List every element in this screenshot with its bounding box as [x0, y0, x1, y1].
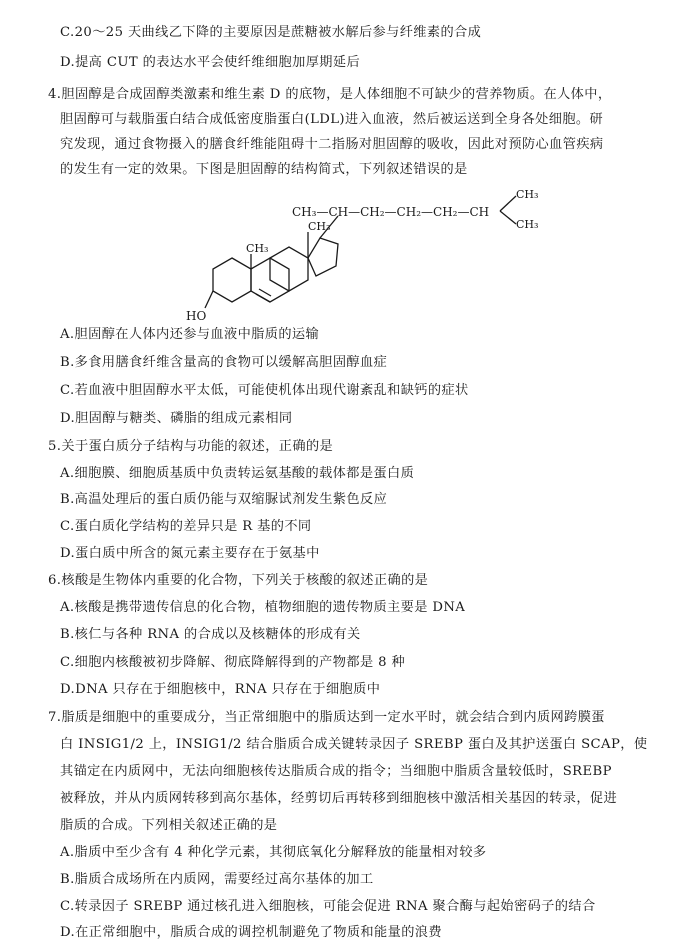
structure-ch3-mid: CH₃ [308, 220, 331, 233]
q4-stem-line-2: 胆固醇可与载脂蛋白结合成低密度脂蛋白(LDL)进入血液，然后被运送到全身各处细胞。研 [60, 112, 604, 127]
q7-stem-line-4: 被释放，并从内质网转移到高尔基体，经剪切后再转移到细胞核中激活相关基因的转录，促进 [60, 791, 618, 806]
q7-option-a: A.脂质中至少含有 4 种化学元素，其彻底氧化分解释放的能量相对较多 [60, 845, 487, 860]
q3-option-c: C.20～25 天曲线乙下降的主要原因是蔗糖被水解后参与纤维素的合成 [60, 25, 482, 40]
q4-option-b: B.多食用膳食纤维含量高的食物可以缓解高胆固醇血症 [60, 355, 388, 370]
q5-option-a: A.细胞膜、细胞质基质中负责转运氨基酸的载体都是蛋白质 [60, 466, 415, 481]
structure-ch3-top: CH₃ [516, 188, 539, 201]
q4-stem-line-4: 的发生有一定的效果。下图是胆固醇的结构简式，下列叙述错误的是 [60, 162, 468, 177]
structure-ch3-ring: CH₃ [246, 242, 269, 255]
structure-side-chain: CH₃—CH—CH₂—CH₂—CH₂—CH [292, 205, 490, 219]
q7-stem-line-5: 脂质的合成。下列相关叙述正确的是 [60, 818, 278, 833]
q3-option-d: D.提高 CUT 的表达水平会使纤维细胞加厚期延后 [60, 55, 361, 70]
q5-option-c: C.蛋白质化学结构的差异只是 R 基的不同 [60, 519, 312, 534]
q4-stem-line-1: 4.胆固醇是合成固醇类激素和维生素 D 的底物，是人体细胞不可缺少的营养物质。在人体中， [48, 87, 612, 102]
q7-option-b: B.脂质合成场所在内质网，需要经过高尔基体的加工 [60, 872, 374, 887]
q7-stem-line-3: 其锚定在内质网中，无法向细胞核传达脂质合成的指令；当细胞中脂质含量较低时，SREBP [60, 764, 612, 779]
q6-option-c: C.细胞内核酸被初步降解、彻底降解得到的产物都是 8 种 [60, 655, 406, 670]
q4-option-d: D.胆固醇与糖类、磷脂的组成元素相同 [60, 411, 293, 426]
q6-option-a: A.核酸是携带遗传信息的化合物，植物细胞的遗传物质主要是 DNA [60, 600, 466, 615]
q4-option-c: C.若血液中胆固醇水平太低，可能使机体出现代谢紊乱和缺钙的症状 [60, 383, 469, 398]
structure-ho: HO [186, 309, 207, 323]
structure-ch3-bottom: CH₃ [516, 218, 539, 231]
q7-stem-line-2: 白 INSIG1/2 上，INSIG1/2 结合脂质合成关键转录因子 SREBP 蛋白及其护送蛋白 SCAP，使 [60, 737, 648, 752]
q6-option-b: B.核仁与各种 RNA 的合成以及核糖体的形成有关 [60, 627, 361, 642]
cholesterol-structure-diagram [0, 180, 692, 330]
q7-option-d: D.在正常细胞中，脂质合成的调控机制避免了物质和能量的浪费 [60, 925, 442, 940]
q5-option-b: B.高温处理后的蛋白质仍能与双缩脲试剂发生紫色反应 [60, 492, 388, 507]
q6-option-d: D.DNA 只存在于细胞核中，RNA 只存在于细胞质中 [60, 682, 381, 697]
q4-option-a: A.胆固醇在人体内还参与血液中脂质的运输 [60, 327, 320, 342]
q4-stem-line-3: 究发现，通过食物摄入的膳食纤维能阻碍十二指肠对胆固醇的吸收，因此对预防心血管疾病 [60, 137, 604, 152]
q5-stem: 5.关于蛋白质分子结构与功能的叙述，正确的是 [48, 439, 334, 454]
q6-stem: 6.核酸是生物体内重要的化合物，下列关于核酸的叙述正确的是 [48, 573, 429, 588]
q7-stem-line-1: 7.脂质是细胞中的重要成分，当正常细胞中的脂质达到一定水平时，就会结合到内质网跨膜蛋 [48, 710, 605, 725]
q7-option-c: C.转录因子 SREBP 通过核孔进入细胞核，可能会促进 RNA 聚合酶与起始密码子的结合 [60, 899, 596, 914]
q5-option-d: D.蛋白质中所含的氮元素主要存在于氨基中 [60, 546, 320, 561]
